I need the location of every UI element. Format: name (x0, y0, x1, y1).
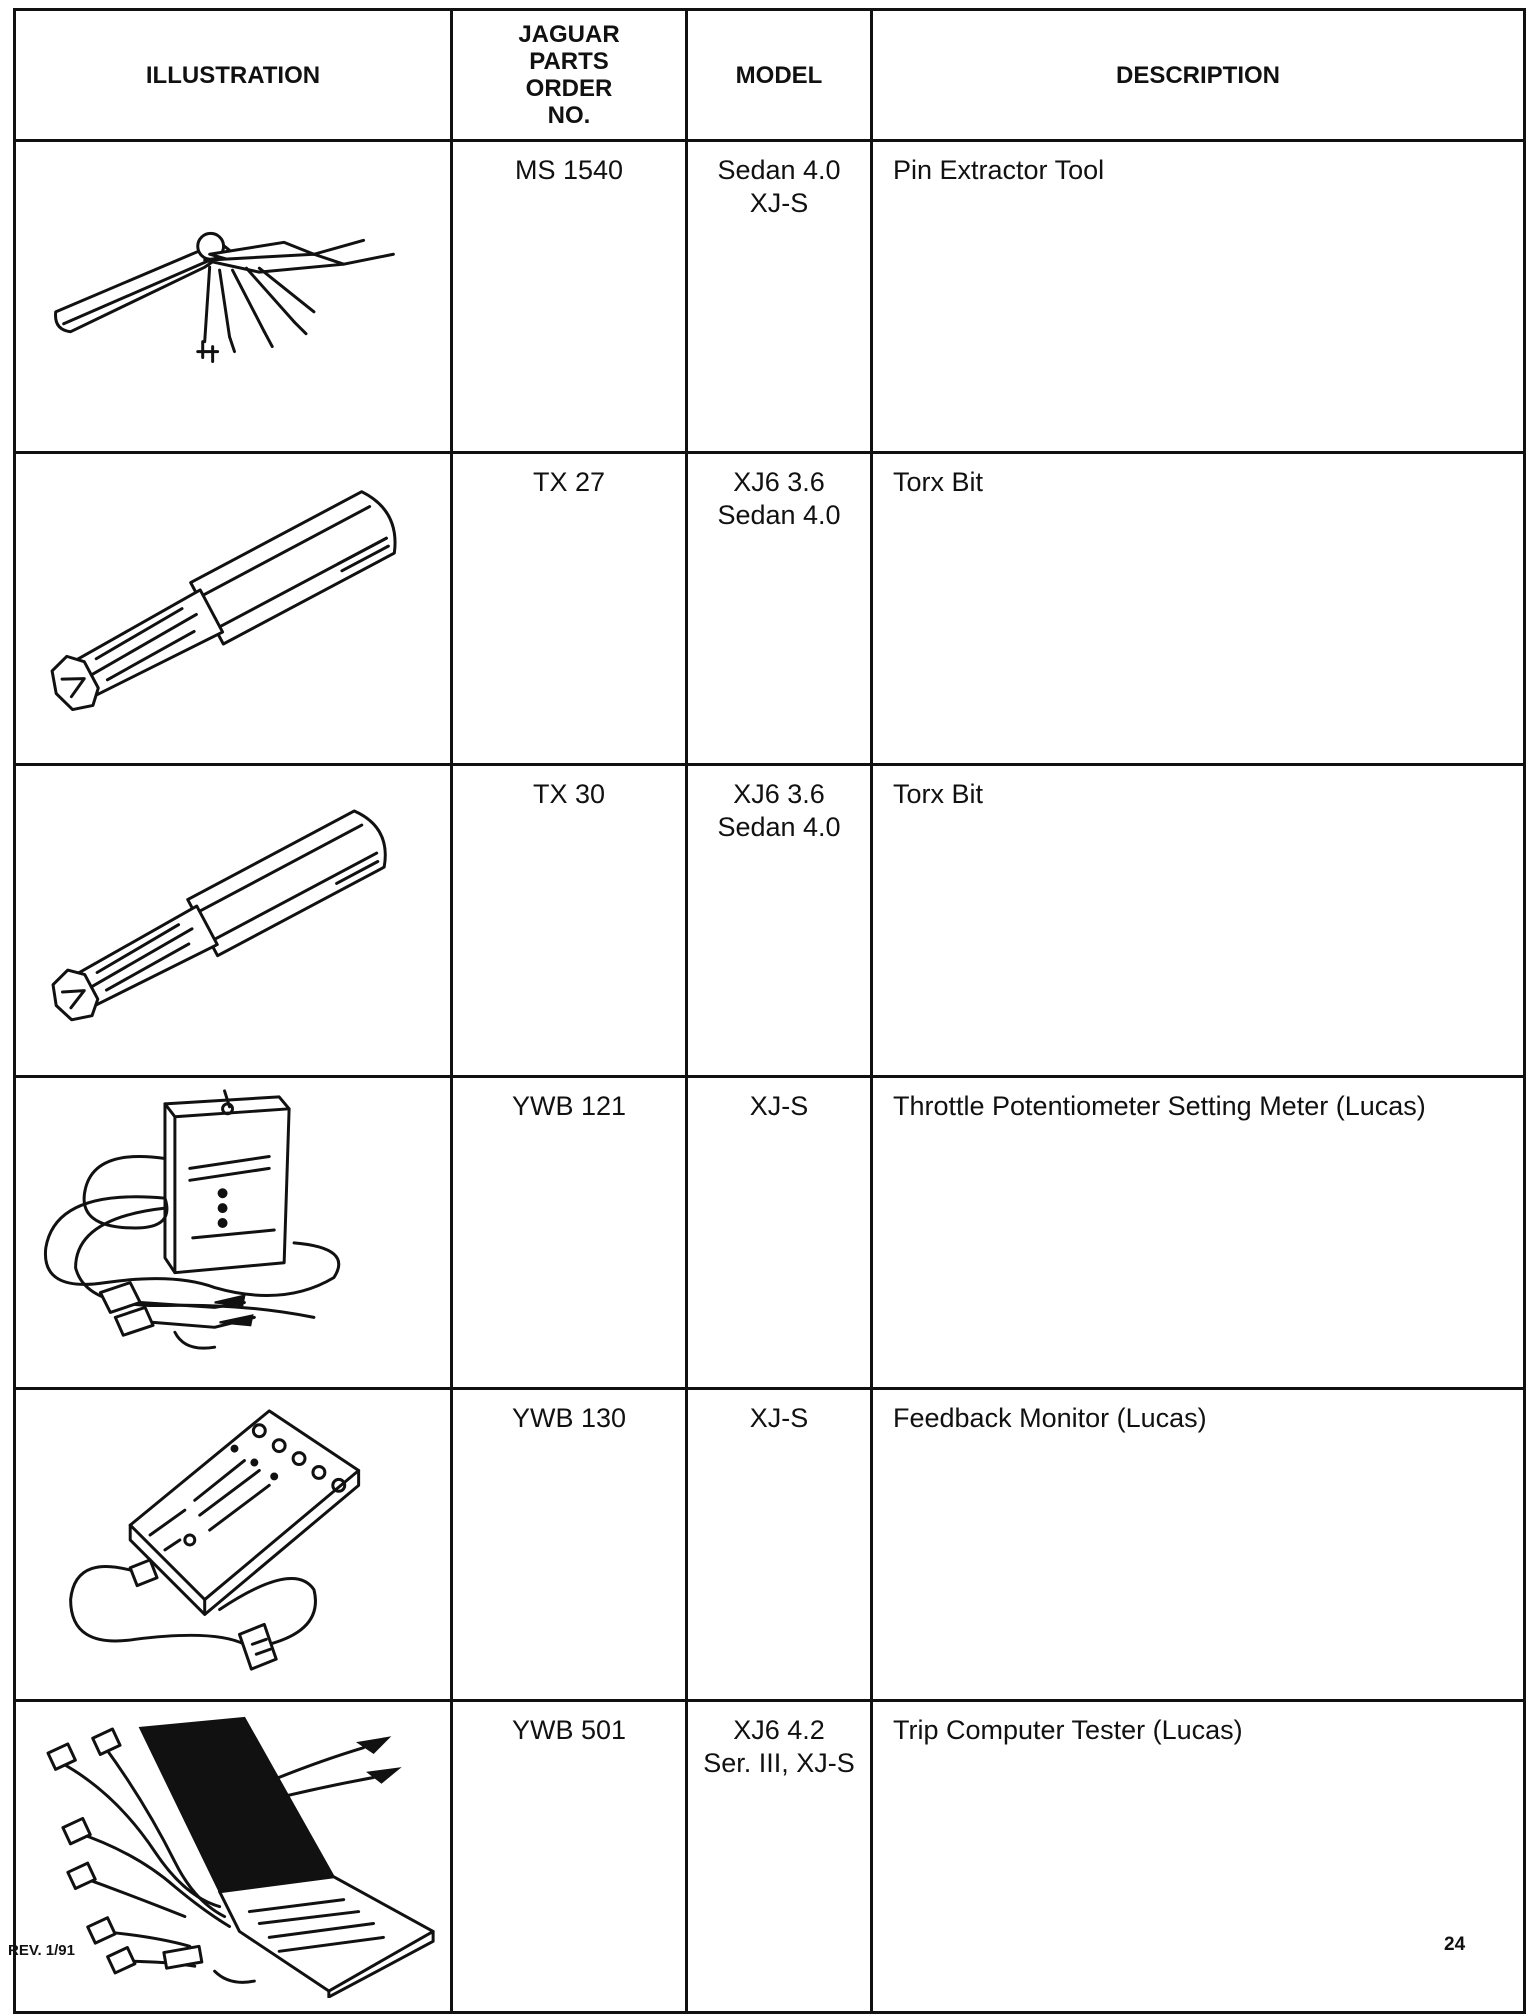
model-line: Sedan 4.0 (717, 812, 841, 842)
model-cell (687, 141, 872, 453)
table-row (15, 1701, 1525, 2013)
table-header-row (15, 10, 1525, 141)
torx-bit-icon (16, 454, 450, 750)
model-line: XJ6 3.6 (733, 467, 825, 497)
model-line: XJ-S (749, 1403, 809, 1433)
header-model: MODEL (687, 10, 872, 141)
model-cell (687, 453, 872, 765)
table-row (15, 453, 1525, 765)
table-row (15, 765, 1525, 1077)
trip-computer-tester-icon (16, 1702, 450, 1998)
table-row (15, 141, 1525, 453)
header-illustration: ILLUSTRATION (15, 10, 452, 141)
illustration-cell (15, 1701, 452, 2013)
feedback-monitor-icon (16, 1390, 450, 1686)
table-row (15, 1077, 1525, 1389)
part-number-cell: YWB 130 (452, 1389, 687, 1701)
illustration-cell (15, 765, 452, 1077)
header-part-number (452, 10, 687, 141)
part-number-cell: TX 27 (452, 453, 687, 765)
description-cell: Torx Bit (872, 765, 1525, 1077)
description-cell: Torx Bit (872, 453, 1525, 765)
header-part-line: NO. (547, 102, 591, 129)
special-tools-table (13, 8, 1526, 2014)
header-part-line: ORDER (525, 75, 613, 102)
model-line: XJ-S (749, 1091, 809, 1121)
torx-bit-icon (16, 766, 450, 1062)
throttle-meter-icon (16, 1078, 450, 1374)
illustration-cell (15, 1389, 452, 1701)
description-cell: Feedback Monitor (Lucas) (872, 1389, 1525, 1701)
part-number-cell: MS 1540 (452, 141, 687, 453)
header-part-line: PARTS (529, 48, 609, 75)
part-number-cell: YWB 121 (452, 1077, 687, 1389)
pin-extractor-tool-icon (16, 142, 450, 438)
illustration-cell (15, 453, 452, 765)
header-description: DESCRIPTION (872, 10, 1525, 141)
revision-label: REV. 1/91 (8, 1942, 75, 1959)
model-cell (687, 1077, 872, 1389)
model-line: XJ-S (749, 188, 809, 218)
description-cell: Trip Computer Tester (Lucas) (872, 1701, 1525, 2013)
description-cell: Pin Extractor Tool (872, 141, 1525, 453)
model-line: Ser. III, XJ-S (703, 1748, 855, 1778)
description-cell: Throttle Potentiometer Setting Meter (Lucas) (872, 1077, 1525, 1389)
model-cell (687, 1389, 872, 1701)
model-cell (687, 765, 872, 1077)
model-cell (687, 1701, 872, 2013)
model-line: XJ6 4.2 (733, 1715, 825, 1745)
page-number: 24 (1444, 1934, 1466, 1955)
illustration-cell (15, 1077, 452, 1389)
model-line: Sedan 4.0 (717, 155, 841, 185)
part-number-cell: TX 30 (452, 765, 687, 1077)
illustration-cell (15, 141, 452, 453)
model-line: XJ6 3.6 (733, 779, 825, 809)
model-line: Sedan 4.0 (717, 500, 841, 530)
table-row (15, 1389, 1525, 1701)
header-part-line: JAGUAR (518, 21, 620, 48)
part-number-cell: YWB 501 (452, 1701, 687, 2013)
